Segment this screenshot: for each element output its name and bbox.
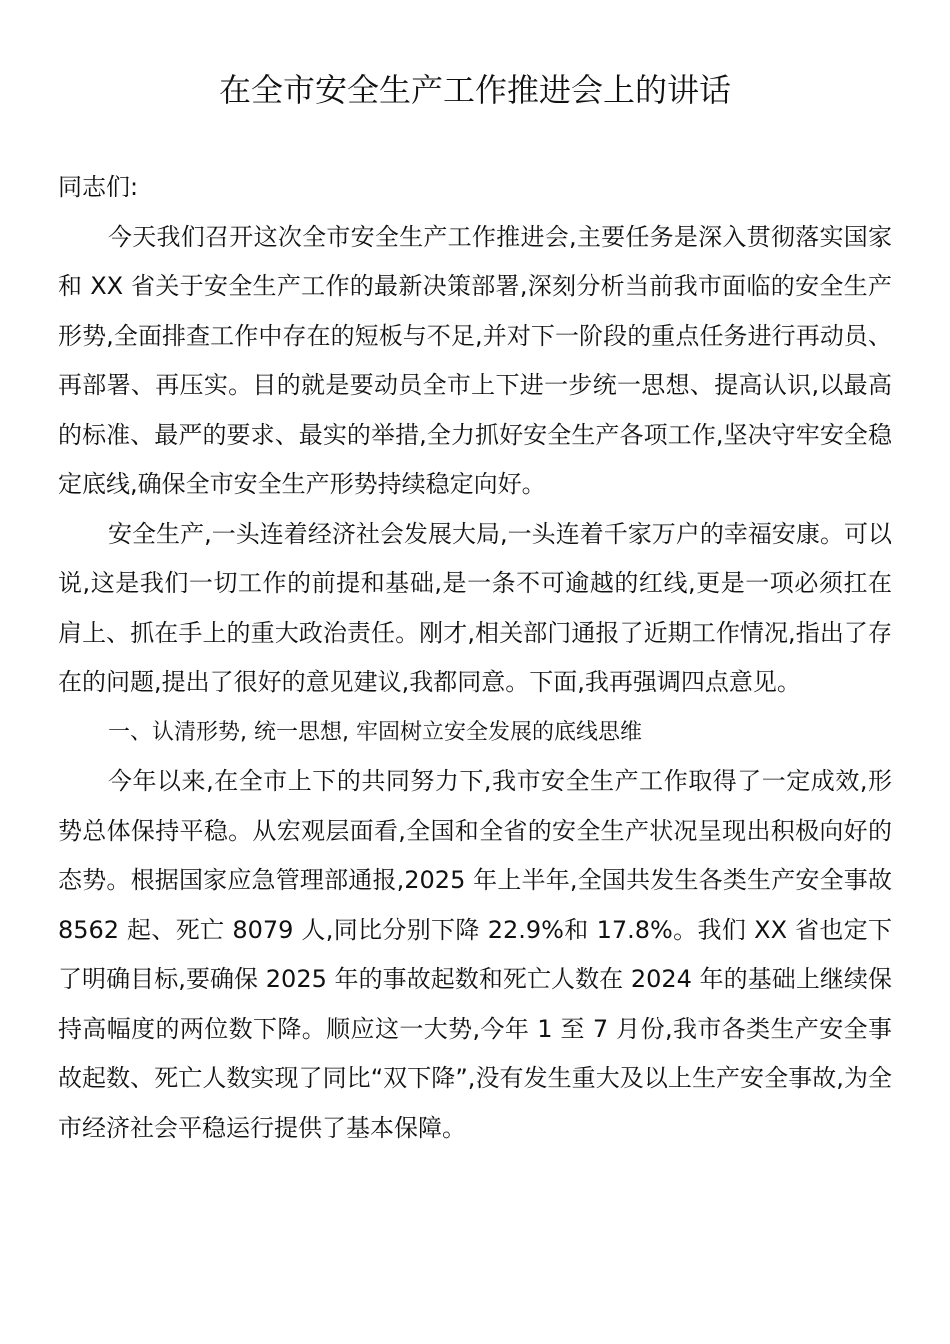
paragraph-safety-importance: 安全生产,一头连着经济社会发展大局,一头连着千家万户的幸福安康。可以说,这是我们一切工作的前提和基础,是一条不可逾越的红线,更是一项必须扛在肩上、抓在手上的重大政治责任。刚才,相关部门通报了近期工作情况,指出了存在的问题,提出了很好的意见建议,我都同意。下面,我再强调四点意见。 — [58, 519, 892, 696]
document-title: 在全市安全生产工作推进会上的讲话 — [218, 71, 731, 109]
salutation: 同志们: — [58, 173, 139, 201]
section-heading: 一、认清形势, 统一思想, 牢固树立安全发展的底线思维 — [108, 719, 642, 745]
document-body — [58, 163, 892, 1153]
paragraph-situation: 今年以来,在全市上下的共同努力下,我市安全生产工作取得了一定成效,形势总体保持平稳。从宏观层面看,全国和全省的安全生产状况呈现出积极向好的态势。根据国家应急管理部通报,2025 年上半年,全国共发生各类生产安全事故 8562 起、死亡 8079 人,同比分别下降 22.9%和 17.8%。我们 XX 省也定下了明确目标,要确保 2025 年的事故起数和死亡人数在 2024 年的基础上继续保持高幅度的两位数下降。顺应这一大势,今年 1 至 7 月份,我市各类生产安全事故起数、死亡人数实现了同比“双下降”,没有发生重大及以上生产安全事故,为全市经济社会平稳运行提供了基本保障。 — [58, 767, 892, 1142]
paragraph-intro: 今天我们召开这次全市安全生产工作推进会,主要任务是深入贯彻落实国家和 XX 省关于安全生产工作的最新决策部署,深刻分析当前我市面临的安全生产形势,全面排查工作中存在的短板与不足,并对下一阶段的重点任务进行再动员、再部署、再压实。目的就是要动员全市上下进一步统一思想、提高认识,以最高的标准、最严的要求、最实的举措,全力抓好安全生产各项工作,坚决守牢安全稳定底线,确保全市安全生产形势持续稳定向好。 — [58, 222, 892, 498]
